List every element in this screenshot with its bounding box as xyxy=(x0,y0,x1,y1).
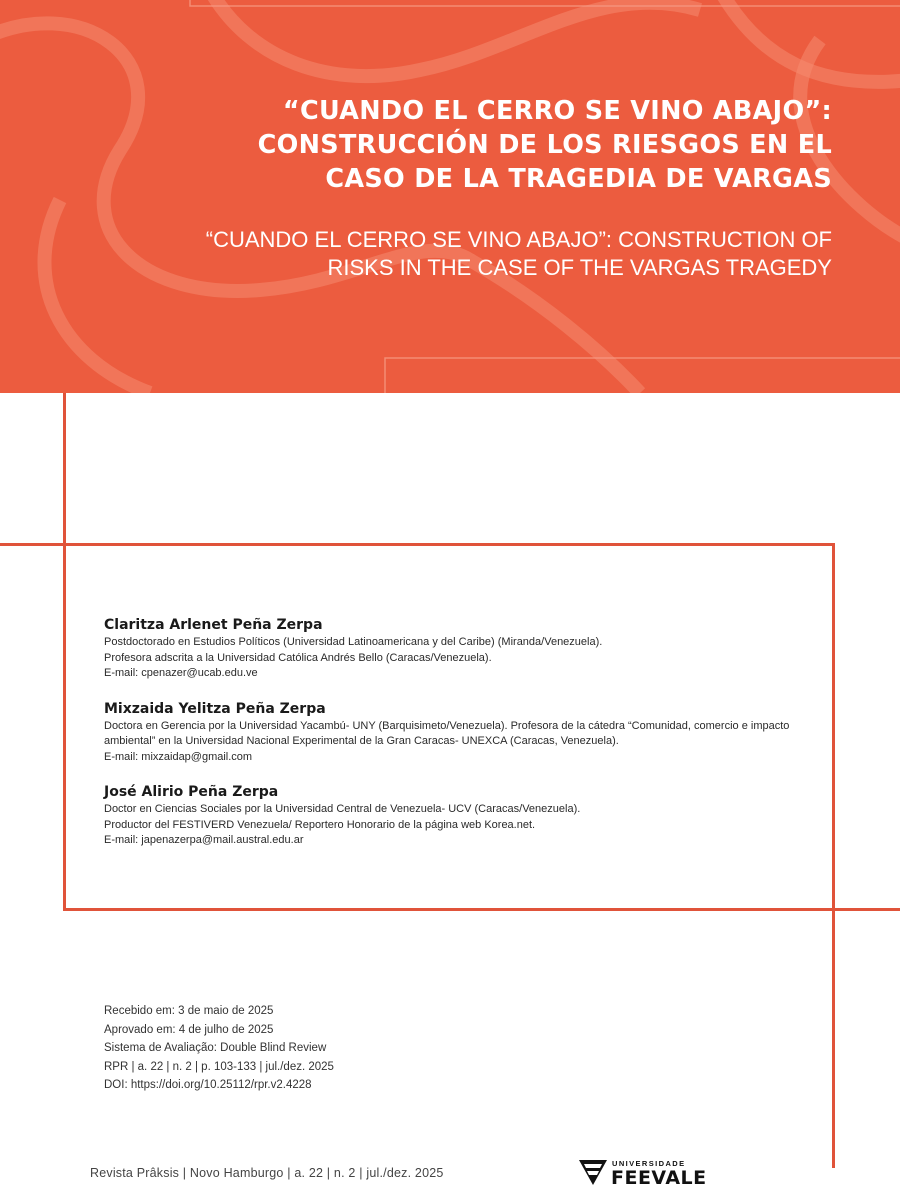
author-email: E-mail: mixzaidap@gmail.com xyxy=(104,750,253,763)
title-pt-line: CONSTRUCCIÓN DE LOS RIESGOS EN EL xyxy=(257,130,832,160)
author-affiliation: ambiental” en la Universidad Nacional Experimental de la Gran Caracas- UNEXCA (Caracas, Venezuela). xyxy=(104,735,619,747)
article-title-pt xyxy=(192,94,832,196)
citation-info: RPR | a. 22 | n. 2 | p. 103-133 | jul./dez. 2025 xyxy=(104,1060,334,1073)
title-banner xyxy=(0,0,900,393)
journal-footer: Revista Prâksis | Novo Hamburgo | a. 22 | n. 2 | jul./dez. 2025 xyxy=(90,1166,444,1180)
title-pt-line: CASO DE LA TRAGEDIA DE VARGAS xyxy=(325,164,832,194)
frame-right-vertical xyxy=(832,543,835,1168)
frame-top-horizontal xyxy=(0,543,835,546)
decorative-curves xyxy=(0,0,900,393)
author-name: José Alirio Peña Zerpa xyxy=(104,784,279,800)
logo-text-big: FEEVALE xyxy=(611,1167,707,1189)
title-pt-line: “CUANDO EL CERRO SE VINO ABAJO”: xyxy=(282,96,832,126)
feevale-logo xyxy=(578,1157,708,1189)
author-affiliation: Doctora en Gerencia por la Universidad Yacambú- UNY (Barquisimeto/Venezuela). Profesora de la cátedra “Comunidad, comercio e impacto xyxy=(104,719,790,732)
author-affiliation: Productor del FESTIVERD Venezuela/ Reportero Honorario de la página web Korea.net. xyxy=(104,818,536,831)
authors-section xyxy=(104,616,804,867)
author-email: E-mail: cpenazer@ucab.edu.ve xyxy=(104,667,258,679)
title-en-line: RISKS IN THE CASE OF THE VARGAS TRAGEDY xyxy=(327,255,832,280)
received-date: Recebido em: 3 de maio de 2025 xyxy=(104,1005,274,1017)
author-email: E-mail: japenazerpa@mail.austral.edu.ar xyxy=(104,834,304,846)
author-name: Claritza Arlenet Peña Zerpa xyxy=(104,617,323,633)
review-system: Sistema de Avaliação: Double Blind Review xyxy=(104,1042,327,1054)
doi-link[interactable]: DOI: https://doi.org/10.25112/rpr.v2.4228 xyxy=(104,1079,312,1091)
author-affiliation: Doctor en Ciencias Sociales por la Universidad Central de Venezuela- UCV (Caracas/Venezuela). xyxy=(104,803,581,815)
author-affiliation: Profesora adscrita a la Universidad Católica Andrés Bello (Caracas/Venezuela). xyxy=(104,651,492,664)
publication-metadata xyxy=(104,1002,604,1095)
article-title-en xyxy=(192,226,832,282)
author-name: Mixzaida Yelitza Peña Zerpa xyxy=(104,700,326,717)
approved-date: Aprovado em: 4 de julho de 2025 xyxy=(104,1023,274,1036)
feevale-logo-icon xyxy=(578,1157,608,1187)
author-block xyxy=(104,783,804,849)
author-affiliation: Postdoctorado en Estudios Políticos (Universidad Latinoamericana y del Caribe) (Miranda/Venezuela). xyxy=(104,636,603,648)
logo-text-small: UNIVERSIDADE xyxy=(612,1159,686,1168)
frame-bottom-horizontal xyxy=(63,908,900,911)
title-en-line: “CUANDO EL CERRO SE VINO ABAJO”: CONSTRUCTION OF xyxy=(205,227,832,252)
author-block xyxy=(104,616,804,682)
author-block xyxy=(104,700,804,766)
frame-left-vertical xyxy=(63,393,66,911)
